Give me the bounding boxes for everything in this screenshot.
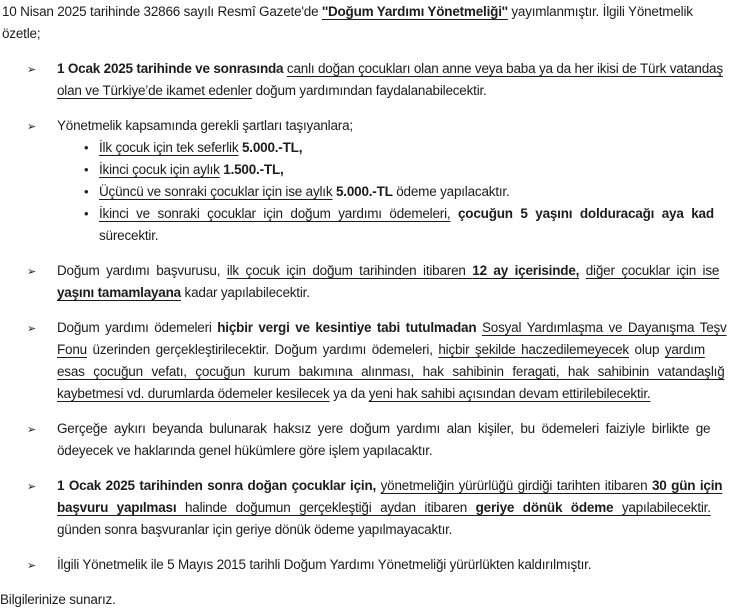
- arrow-bullet-icon: ➢: [27, 481, 37, 493]
- arrow-bullet-icon: ➢: [27, 323, 37, 335]
- text-line: [57, 58, 729, 80]
- emphasis-text: halinde doğumun gerçekleştiği aydan itibaren: [176, 500, 476, 515]
- text-run: üzerinden gerçekleştirilecektir. Doğum yardımı ödemeleri,: [86, 342, 439, 357]
- text-line: [57, 383, 729, 405]
- emphasis-text: Üçüncü ve sonraki çocuklar için ise aylık: [99, 184, 333, 199]
- emphasis-text: 5.000.-TL: [335, 184, 393, 199]
- text-run: ya da: [329, 386, 369, 401]
- arrow-bullet-icon: ➢: [27, 121, 37, 133]
- text-line: [2, 23, 729, 45]
- bullet-item-7: [2, 554, 729, 576]
- sub-bullet-item-1: [2, 137, 729, 159]
- emphasis-text: kaybetmesi vd. durumlarda ödemeler kesilecek: [57, 386, 330, 401]
- sub-bullet-item-4: [2, 203, 729, 247]
- emphasis-text: yaşını tamamlayana: [57, 285, 181, 300]
- text-line: [57, 440, 729, 462]
- arrow-bullet-icon: ➢: [27, 266, 37, 278]
- emphasis-text: olan ve Türkiye’de ikamet edenler: [57, 83, 253, 98]
- emphasis-text: başvuru yapılması: [57, 500, 177, 515]
- text-line: [99, 203, 729, 225]
- text-run: ödeyecek ve haklarında genel hükümlere göre işlem yapılacaktır.: [57, 443, 433, 458]
- emphasis-text: çocuğun 5 yaşını dolduracağı aya kad: [458, 206, 714, 221]
- emphasis-text: yardım: [664, 342, 705, 357]
- emphasis-text: canlı doğan çocukları olan anne veya baba ya da her ikisi de Türk vatandaş: [286, 61, 723, 76]
- text-run: 10 Nisan 2025 tarihinde 32866 sayılı Resmî Gazete'de: [2, 4, 322, 19]
- dot-bullet-icon: •: [84, 206, 89, 221]
- text-line: [57, 339, 729, 361]
- text-line: [99, 225, 729, 247]
- text-line: [57, 260, 729, 282]
- text-line: [0, 589, 729, 611]
- emphasis-text: yeni hak sahibi açısından devam ettirilebilecektir.: [368, 386, 651, 401]
- text-line: [57, 497, 729, 519]
- bullet-item-4: [2, 317, 729, 405]
- arrow-bullet-icon: ➢: [27, 64, 37, 76]
- text-run: [450, 206, 458, 221]
- emphasis-text: 12 ay içerisinde,: [472, 263, 580, 278]
- emphasis-text: 1 Ocak 2025 tarihinden sonra doğan çocuklar için,: [57, 478, 381, 493]
- text-line: [57, 80, 729, 102]
- text-run: ödeme yapılacaktır.: [392, 184, 510, 199]
- text-line: [99, 137, 729, 159]
- emphasis-text: hiçbir şekilde haczedilemeyecek: [438, 342, 629, 357]
- text-run: doğum yardımından faydalanabilecektir.: [252, 83, 487, 98]
- intro-paragraph: [2, 1, 729, 45]
- emphasis-text: ilk çocuk için doğum tarihinden itibaren: [226, 263, 473, 278]
- text-run: Bilgilerinize sunarız.: [0, 592, 116, 607]
- emphasis-text: 1.500.-TL,: [223, 162, 284, 177]
- text-line: [57, 282, 729, 304]
- text-run: Doğum yardımı başvurusu,: [57, 263, 227, 278]
- text-line: [57, 115, 729, 137]
- text-run: İlgili Yönetmelik ile 5 Mayıs 2015 tarihli Doğum Yardımı Yönetmeliği yürürlükten kaldırılmıştır.: [57, 557, 592, 572]
- dot-bullet-icon: •: [84, 184, 89, 199]
- text-run: Doğum yardımı ödemeleri: [57, 320, 218, 335]
- emphasis-text: 5.000.-TL,: [241, 140, 303, 155]
- text-line: [57, 475, 729, 497]
- closing-line: [0, 589, 729, 611]
- text-line: [57, 361, 729, 383]
- emphasis-text: diğer çocuklar için ise: [585, 263, 720, 278]
- dot-bullet-icon: •: [84, 140, 89, 155]
- emphasis-text: geriye dönük ödeme: [475, 500, 614, 515]
- emphasis-text: İkinci çocuk için aylık: [99, 162, 220, 177]
- bullet-item-1: [2, 58, 729, 102]
- text-line: [99, 181, 729, 203]
- dot-bullet-icon: •: [84, 162, 89, 177]
- bullet-item-5: [2, 418, 729, 462]
- emphasis-text: yapılabilecektir.: [613, 500, 711, 515]
- bullet-item-3: [2, 260, 729, 304]
- text-run: Gerçeğe aykırı beyanda bulunarak haksız yere doğum yardımı alan kişiler, bu ödemeleri faiziyle birlikte ge: [57, 421, 711, 436]
- emphasis-text: yönetmeliğin yürürlüğü girdiği tarihten itibaren: [380, 478, 652, 493]
- emphasis-text: hiçbir vergi ve kesintiye tabi tutulmadan: [217, 320, 482, 335]
- text-line: [99, 159, 729, 181]
- text-line: [57, 317, 729, 339]
- sub-bullet-item-2: [2, 159, 729, 181]
- bullet-item-2: [2, 115, 729, 137]
- emphasis-text: ''Doğum Yardımı Yönetmeliği'': [321, 4, 508, 19]
- text-line: [57, 418, 729, 440]
- text-run: Yönetmelik kapsamında gerekli şartları taşıyanlara;: [57, 118, 353, 133]
- bullet-item-6: [2, 475, 729, 541]
- sub-bullet-item-3: [2, 181, 729, 203]
- text-run: sürecektir.: [99, 228, 159, 243]
- text-run: yayımlanmıştır. İlgili Yönetmelik: [507, 4, 693, 19]
- emphasis-text: 1 Ocak 2025 tarihinde ve sonrasında: [57, 61, 287, 76]
- text-line: [57, 519, 729, 541]
- emphasis-text: esas çocuğun vefatı, çocuğun kurum bakımına alınması, hak sahibinin feragati, hak sahibinin vatandaşlığ: [57, 364, 725, 379]
- text-run: özetle;: [2, 26, 41, 41]
- emphasis-text: İlk çocuk için tek seferlik: [99, 140, 239, 155]
- emphasis-text: Fonu: [57, 342, 87, 357]
- text-run: kadar yapılabilecektir.: [180, 285, 310, 300]
- arrow-bullet-icon: ➢: [27, 424, 37, 436]
- text-line: [57, 554, 729, 576]
- emphasis-text: Sosyal Yardımlaşma ve Dayanışma Teşv: [481, 320, 727, 335]
- emphasis-text: 30 gün için: [651, 478, 723, 493]
- text-run: olup: [629, 342, 665, 357]
- emphasis-text: İkinci ve sonraki çocuklar için doğum yardımı ödemeleri,: [99, 206, 451, 221]
- text-line: [2, 1, 729, 23]
- arrow-bullet-icon: ➢: [27, 560, 37, 572]
- text-run: günden sonra başvuranlar için geriye dönük ödeme yapılmayacaktır.: [57, 522, 453, 537]
